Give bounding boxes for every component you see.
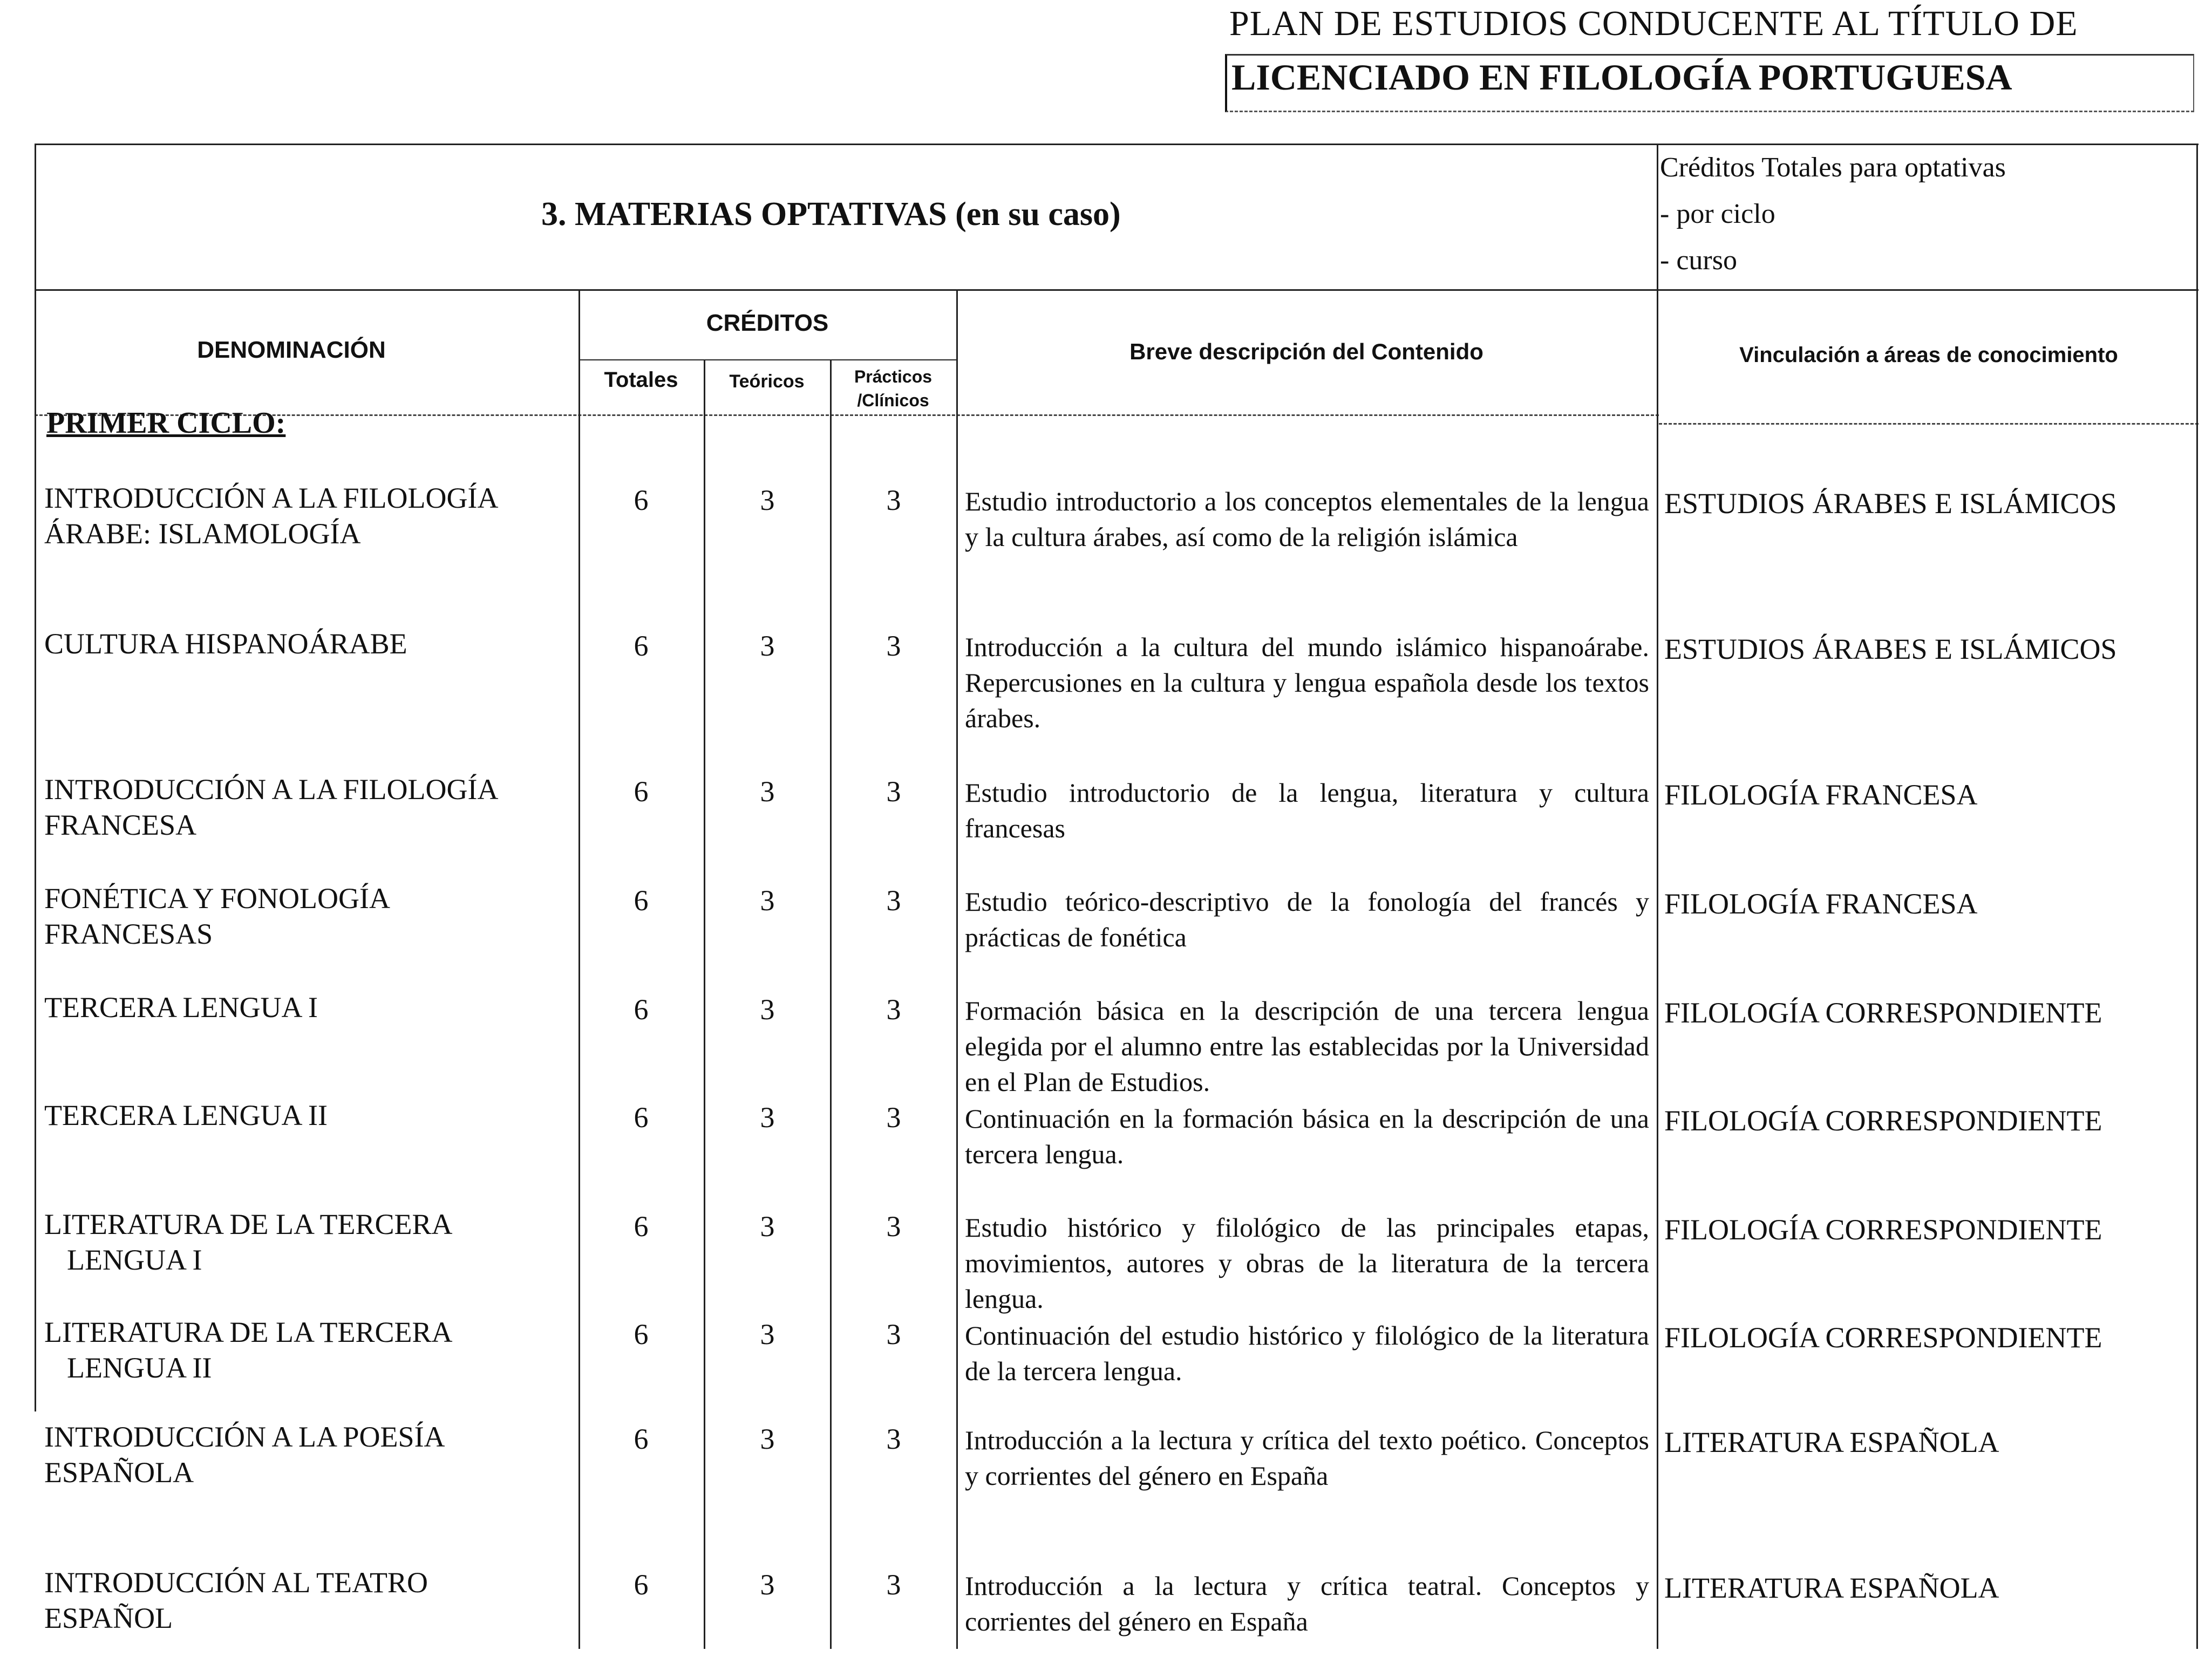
credits-total: 6 xyxy=(634,484,649,516)
subject-name xyxy=(44,1565,562,1636)
credits-total: 6 xyxy=(634,884,649,917)
credits-total: 6 xyxy=(634,775,649,808)
subject-name-line1: FONÉTICA Y FONOLOGÍA xyxy=(44,882,390,915)
knowledge-area: FILOLOGÍA FRANCESA xyxy=(1664,779,1978,811)
subject-name-line1: LITERATURA DE LA TERCERA xyxy=(44,1208,453,1240)
subject-name-line2: ESPAÑOLA xyxy=(44,1456,194,1489)
subject-name xyxy=(44,1206,562,1278)
subject-name xyxy=(44,626,562,661)
subject-name-line1: TERCERA LENGUA II xyxy=(44,1099,328,1131)
credits-theory: 3 xyxy=(760,775,775,808)
subject-description: Estudio introductorio de la lengua, literatura y cultura francesas xyxy=(965,778,1649,843)
credits-theory: 3 xyxy=(760,1210,775,1243)
degree-title: LICENCIADO EN FILOLOGÍA PORTUGUESA xyxy=(1231,57,2012,98)
knowledge-area: LITERATURA ESPAÑOLA xyxy=(1664,1426,1999,1458)
credits-total: 6 xyxy=(634,1210,649,1243)
credit-totals-per-course: - curso xyxy=(1660,245,1737,276)
knowledge-area: FILOLOGÍA CORRESPONDIENTE xyxy=(1664,1321,2102,1354)
credit-totals-box xyxy=(1660,145,2006,284)
subject-name-line2: FRANCESAS xyxy=(44,918,213,950)
credits-practice: 3 xyxy=(886,884,901,917)
section-title: 3. MATERIAS OPTATIVAS (en su caso) xyxy=(541,196,1121,233)
subject-description: Introducción a la lectura y crítica del texto poético. Conceptos y corrientes del género en España xyxy=(965,1425,1649,1491)
credits-theory: 3 xyxy=(760,1101,775,1134)
column-header-theory: Teóricos xyxy=(729,371,805,392)
knowledge-area: FILOLOGÍA CORRESPONDIENTE xyxy=(1664,1104,2102,1137)
subject-description: Estudio teórico-descriptivo de la fonología del francés y prácticas de fonética xyxy=(965,886,1649,952)
subject-name-line1: CULTURA HISPANOÁRABE xyxy=(44,628,407,660)
credits-total: 6 xyxy=(634,1423,649,1455)
credits-theory: 3 xyxy=(760,484,775,516)
credits-practice: 3 xyxy=(886,993,901,1026)
credits-total: 6 xyxy=(634,1568,649,1601)
subject-name-line1: LITERATURA DE LA TERCERA xyxy=(44,1316,453,1348)
credits-practice: 3 xyxy=(886,1210,901,1243)
knowledge-area: LITERATURA ESPAÑOLA xyxy=(1664,1572,1999,1604)
credits-practice: 3 xyxy=(886,630,901,662)
credits-theory: 3 xyxy=(760,1568,775,1601)
subject-name xyxy=(44,1314,562,1386)
credits-total: 6 xyxy=(634,993,649,1026)
subject-name-line1: INTRODUCCIÓN A LA FILOLOGÍA xyxy=(44,482,499,514)
subject-name xyxy=(44,1419,562,1490)
column-header-total: Totales xyxy=(604,368,678,392)
subject-name xyxy=(44,881,562,952)
credits-practice: 3 xyxy=(886,775,901,808)
column-header-practice-line2: /Clínicos xyxy=(857,391,929,410)
subject-name-line2: ESPAÑOL xyxy=(44,1602,173,1634)
knowledge-area: ESTUDIOS ÁRABES E ISLÁMICOS xyxy=(1664,633,2117,665)
credits-theory: 3 xyxy=(760,1318,775,1351)
knowledge-area: FILOLOGÍA CORRESPONDIENTE xyxy=(1664,997,2102,1029)
subject-name xyxy=(44,990,562,1025)
credits-practice: 3 xyxy=(886,1423,901,1455)
credits-total: 6 xyxy=(634,1101,649,1134)
credits-theory: 3 xyxy=(760,884,775,917)
subject-description: Estudio introductorio a los conceptos elementales de la lengua y la cultura árabes, así como de la religión islámica xyxy=(965,486,1649,552)
subject-name xyxy=(44,1097,562,1133)
knowledge-area: ESTUDIOS ÁRABES E ISLÁMICOS xyxy=(1664,487,2117,520)
subject-description: Formación básica en la descripción de una tercera lengua elegida por el alumno entre las establecidas por la Universidad en el Plan de Estudios. xyxy=(965,995,1649,1097)
subject-name-line2: LENGUA II xyxy=(67,1352,212,1384)
credit-totals-per-cycle: - por ciclo xyxy=(1660,199,1775,229)
credits-practice: 3 xyxy=(886,484,901,516)
credits-total: 6 xyxy=(634,1318,649,1351)
column-header-practice xyxy=(830,365,956,412)
subject-name-line2: ÁRABE: ISLAMOLOGÍA xyxy=(44,517,361,550)
credits-practice: 3 xyxy=(886,1101,901,1134)
subject-name-line2: LENGUA I xyxy=(67,1244,202,1276)
cycle-label: PRIMER CICLO: xyxy=(46,406,286,440)
column-header-description: Breve descripción del Contenido xyxy=(1129,339,1483,364)
subject-name-line1: INTRODUCCIÓN A LA POESÍA xyxy=(44,1421,445,1453)
credits-theory: 3 xyxy=(760,630,775,662)
credits-theory: 3 xyxy=(760,1423,775,1455)
subject-name-line1: INTRODUCCIÓN A LA FILOLOGÍA xyxy=(44,773,499,806)
subject-name-line1: INTRODUCCIÓN AL TEATRO xyxy=(44,1566,428,1599)
subject-description: Continuación del estudio histórico y filológico de la literatura de la tercera lengua. xyxy=(965,1320,1649,1386)
column-header-name: DENOMINACIÓN xyxy=(197,337,386,363)
knowledge-area: FILOLOGÍA FRANCESA xyxy=(1664,888,1978,920)
subject-name-line2: FRANCESA xyxy=(44,809,197,841)
column-header-credits: CRÉDITOS xyxy=(706,310,829,336)
credits-theory: 3 xyxy=(760,993,775,1026)
document-header-line1: PLAN DE ESTUDIOS CONDUCENTE AL TÍTULO DE xyxy=(1229,4,2078,43)
subject-name xyxy=(44,480,562,551)
subject-description: Estudio histórico y filológico de las principales etapas, movimientos, autores y obras de la literatura de la tercera lengua. xyxy=(965,1212,1649,1314)
subject-description: Introducción a la lectura y crítica teatral. Conceptos y corrientes del género en España xyxy=(965,1571,1649,1636)
subject-name-line1: TERCERA LENGUA I xyxy=(44,991,318,1024)
credits-total: 6 xyxy=(634,630,649,662)
knowledge-area: FILOLOGÍA CORRESPONDIENTE xyxy=(1664,1213,2102,1246)
column-header-area: Vinculación a áreas de conocimiento xyxy=(1739,343,2118,367)
credits-practice: 3 xyxy=(886,1318,901,1351)
subject-name xyxy=(44,772,562,843)
subject-description: Continuación en la formación básica en la descripción de una tercera lengua. xyxy=(965,1103,1649,1169)
credit-totals-label: Créditos Totales para optativas xyxy=(1660,152,2006,183)
subject-description: Introducción a la cultura del mundo islámico hispanoárabe. Repercusiones en la cultura y lengua española desde los textos árabes. xyxy=(965,632,1649,733)
column-header-practice-line1: Prácticos xyxy=(854,367,933,386)
credits-practice: 3 xyxy=(886,1568,901,1601)
